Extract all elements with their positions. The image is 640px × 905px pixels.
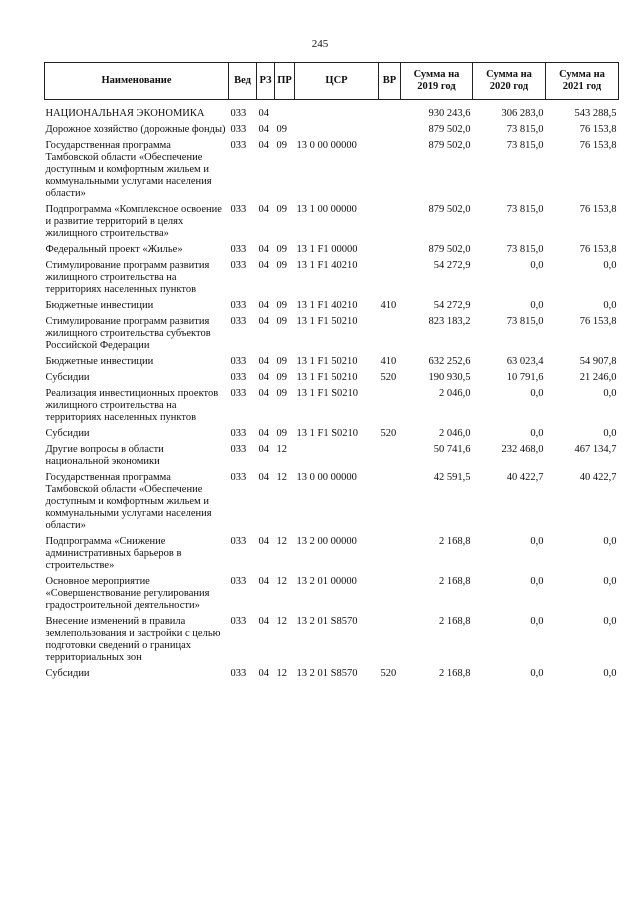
header-rz: РЗ bbox=[257, 63, 275, 100]
cell-csr: 13 1 00 00000 bbox=[296, 204, 357, 215]
cell-sum-2020: 0,0 bbox=[530, 300, 544, 311]
cell-sum-2021: 0,0 bbox=[603, 260, 617, 271]
cell-name: Реализация инвестиционных проектов жилищного строительства на территориях населенных пунктов bbox=[45, 388, 219, 423]
table-body bbox=[45, 100, 619, 685]
cell-vr bbox=[379, 100, 401, 125]
cell-name: Субсидии bbox=[45, 428, 90, 439]
cell-sum-2020: 40 422,7 bbox=[506, 472, 544, 483]
cell-ved: 033 bbox=[230, 204, 247, 215]
cell-name: Дорожное хозяйство (дорожные фонды) bbox=[45, 124, 226, 135]
cell-vr bbox=[379, 536, 401, 576]
cell-sum-2019: 2 168,8 bbox=[439, 576, 471, 587]
table-row bbox=[45, 536, 619, 576]
cell-ved: 033 bbox=[230, 428, 247, 439]
cell-pr: 09 bbox=[276, 388, 287, 399]
table-row bbox=[45, 140, 619, 204]
header-vr: ВР bbox=[379, 63, 401, 100]
table-row bbox=[45, 428, 619, 444]
cell-csr: 13 0 00 00000 bbox=[296, 140, 357, 151]
cell-sum-2019: 42 591,5 bbox=[433, 472, 471, 483]
header-ved: Вед bbox=[229, 63, 257, 100]
cell-ved: 033 bbox=[230, 616, 247, 627]
cell-ved: 033 bbox=[230, 472, 247, 483]
cell-rz: 04 bbox=[258, 140, 269, 151]
cell-ved: 033 bbox=[230, 536, 247, 547]
cell-pr: 12 bbox=[276, 576, 287, 587]
cell-sum-2021: 467 134,7 bbox=[574, 444, 617, 455]
table-row bbox=[45, 668, 619, 684]
table-row bbox=[45, 576, 619, 616]
cell-sum-2021: 21 246,0 bbox=[579, 372, 617, 383]
cell-sum-2021: 76 153,8 bbox=[579, 316, 617, 327]
table-row bbox=[45, 244, 619, 260]
cell-rz: 04 bbox=[258, 204, 269, 215]
cell-rz: 04 bbox=[258, 616, 269, 627]
table-row bbox=[45, 372, 619, 388]
cell-sum-2020: 73 815,0 bbox=[506, 124, 544, 135]
cell-csr: 13 2 01 00000 bbox=[296, 576, 357, 587]
cell-ved: 033 bbox=[230, 372, 247, 383]
cell-pr: 09 bbox=[276, 428, 287, 439]
cell-pr: 09 bbox=[276, 372, 287, 383]
cell-rz: 04 bbox=[258, 356, 269, 367]
cell-rz: 04 bbox=[258, 372, 269, 383]
cell-sum-2019: 930 243,6 bbox=[428, 108, 471, 119]
cell-vr bbox=[379, 124, 401, 140]
cell-name: Бюджетные инвестиции bbox=[45, 300, 154, 311]
table-header-row bbox=[45, 63, 619, 100]
cell-rz: 04 bbox=[258, 428, 269, 439]
cell-name: Подпрограмма «Комплексное освоение и развитие территорий в целях жилищного строительства» bbox=[45, 204, 222, 239]
cell-name: Подпрограмма «Снижение административных барьеров в строительстве» bbox=[45, 536, 182, 571]
cell-csr: 13 1 F1 50210 bbox=[296, 356, 358, 367]
cell-sum-2020: 0,0 bbox=[530, 616, 544, 627]
cell-sum-2020: 73 815,0 bbox=[506, 140, 544, 151]
cell-sum-2020: 232 468,0 bbox=[501, 444, 544, 455]
cell-pr: 09 bbox=[276, 244, 287, 255]
cell-vr: 410 bbox=[380, 356, 397, 367]
cell-vr bbox=[379, 576, 401, 616]
cell-ved: 033 bbox=[230, 108, 247, 119]
cell-sum-2020: 73 815,0 bbox=[506, 204, 544, 215]
cell-name: Стимулирование программ развития жилищного строительства на территориях населенных пунктов bbox=[45, 260, 210, 295]
cell-vr bbox=[379, 204, 401, 244]
cell-sum-2019: 823 183,2 bbox=[428, 316, 471, 327]
cell-pr: 09 bbox=[276, 140, 287, 151]
cell-sum-2019: 2 168,8 bbox=[439, 668, 471, 679]
cell-ved: 033 bbox=[230, 140, 247, 151]
header-csr: ЦСР bbox=[295, 63, 379, 100]
cell-ved: 033 bbox=[230, 300, 247, 311]
cell-ved: 033 bbox=[230, 244, 247, 255]
cell-rz: 04 bbox=[258, 244, 269, 255]
cell-name: Государственная программа Тамбовской области «Обеспечение доступным и комфортным жильем и коммунальными услугами населения области» bbox=[45, 140, 212, 199]
cell-rz: 04 bbox=[258, 108, 269, 119]
cell-sum-2019: 54 272,9 bbox=[433, 300, 471, 311]
cell-rz: 04 bbox=[258, 260, 269, 271]
cell-sum-2021: 0,0 bbox=[603, 616, 617, 627]
table-row bbox=[45, 472, 619, 536]
cell-csr: 13 1 F1 S0210 bbox=[296, 388, 359, 399]
cell-name: НАЦИОНАЛЬНАЯ ЭКОНОМИКА bbox=[45, 108, 205, 119]
cell-sum-2021: 0,0 bbox=[603, 668, 617, 679]
cell-pr: 12 bbox=[276, 616, 287, 627]
table-row bbox=[45, 100, 619, 125]
cell-sum-2019: 632 252,6 bbox=[428, 356, 471, 367]
cell-name: Государственная программа Тамбовской области «Обеспечение доступным и комфортным жильем и коммунальными услугами населения области» bbox=[45, 472, 212, 531]
cell-sum-2019: 879 502,0 bbox=[428, 244, 471, 255]
cell-sum-2019: 50 741,6 bbox=[433, 444, 471, 455]
cell-pr: 12 bbox=[276, 444, 287, 455]
cell-sum-2020: 0,0 bbox=[530, 668, 544, 679]
table-row bbox=[45, 356, 619, 372]
cell-vr bbox=[379, 388, 401, 428]
cell-sum-2021: 76 153,8 bbox=[579, 244, 617, 255]
cell-ved: 033 bbox=[230, 356, 247, 367]
cell-vr bbox=[379, 244, 401, 260]
cell-rz: 04 bbox=[258, 576, 269, 587]
cell-csr: 13 1 F1 S0210 bbox=[296, 428, 359, 439]
cell-pr: 12 bbox=[276, 668, 287, 679]
cell-ved: 033 bbox=[230, 668, 247, 679]
cell-name: Внесение изменений в правила землепользования и застройки с целью подготовки сведений о границах территориальных зон bbox=[45, 616, 221, 663]
header-sum-2020: Сумма на 2020 год bbox=[473, 63, 546, 100]
cell-pr: 09 bbox=[276, 124, 287, 135]
cell-sum-2019: 2 168,8 bbox=[439, 616, 471, 627]
cell-name: Стимулирование программ развития жилищного строительства субъектов Российской Федерации bbox=[45, 316, 211, 351]
cell-rz: 04 bbox=[258, 388, 269, 399]
cell-ved: 033 bbox=[230, 444, 247, 455]
cell-csr: 13 1 F1 40210 bbox=[296, 260, 358, 271]
table-row bbox=[45, 300, 619, 316]
cell-csr: 13 0 00 00000 bbox=[296, 472, 357, 483]
cell-sum-2021: 40 422,7 bbox=[579, 472, 617, 483]
cell-sum-2020: 73 815,0 bbox=[506, 316, 544, 327]
cell-sum-2020: 0,0 bbox=[530, 536, 544, 547]
cell-sum-2019: 2 046,0 bbox=[439, 428, 471, 439]
cell-vr bbox=[379, 472, 401, 536]
cell-name: Субсидии bbox=[45, 372, 90, 383]
cell-rz: 04 bbox=[258, 668, 269, 679]
cell-vr bbox=[379, 140, 401, 204]
cell-sum-2020: 63 023,4 bbox=[506, 356, 544, 367]
table-row bbox=[45, 388, 619, 428]
cell-sum-2020: 0,0 bbox=[530, 388, 544, 399]
cell-sum-2019: 2 046,0 bbox=[439, 388, 471, 399]
cell-sum-2021: 0,0 bbox=[603, 536, 617, 547]
cell-csr: 13 2 01 S8570 bbox=[296, 668, 358, 679]
cell-csr: 13 1 F1 50210 bbox=[296, 372, 358, 383]
cell-name: Другие вопросы в области национальной экономики bbox=[45, 444, 164, 467]
cell-pr: 09 bbox=[276, 300, 287, 311]
cell-csr: 13 2 01 S8570 bbox=[296, 616, 358, 627]
cell-csr: 13 1 F1 50210 bbox=[296, 316, 358, 327]
cell-pr: 12 bbox=[276, 536, 287, 547]
cell-pr: 09 bbox=[276, 316, 287, 327]
cell-sum-2021: 0,0 bbox=[603, 388, 617, 399]
cell-ved: 033 bbox=[230, 576, 247, 587]
cell-name: Основное мероприятие «Совершенствование регулирования градостроительной деятельности» bbox=[45, 576, 210, 611]
cell-sum-2021: 54 907,8 bbox=[579, 356, 617, 367]
cell-ved: 033 bbox=[230, 124, 247, 135]
table-row bbox=[45, 444, 619, 472]
cell-vr bbox=[379, 616, 401, 668]
table-row bbox=[45, 204, 619, 244]
cell-rz: 04 bbox=[258, 472, 269, 483]
cell-sum-2020: 73 815,0 bbox=[506, 244, 544, 255]
cell-ved: 033 bbox=[230, 260, 247, 271]
cell-csr bbox=[295, 100, 379, 125]
table-row bbox=[45, 260, 619, 300]
cell-vr: 410 bbox=[380, 300, 397, 311]
cell-sum-2021: 0,0 bbox=[603, 428, 617, 439]
cell-vr bbox=[379, 444, 401, 472]
cell-vr: 520 bbox=[380, 372, 397, 383]
cell-sum-2021: 76 153,8 bbox=[579, 204, 617, 215]
cell-sum-2021: 0,0 bbox=[603, 300, 617, 311]
cell-sum-2020: 10 791,6 bbox=[506, 372, 544, 383]
header-pr: ПР bbox=[275, 63, 295, 100]
cell-sum-2019: 190 930,5 bbox=[428, 372, 471, 383]
cell-sum-2020: 0,0 bbox=[530, 260, 544, 271]
cell-rz: 04 bbox=[258, 444, 269, 455]
cell-name: Субсидии bbox=[45, 668, 90, 679]
cell-sum-2021: 543 288,5 bbox=[574, 108, 617, 119]
cell-ved: 033 bbox=[230, 388, 247, 399]
cell-pr: 09 bbox=[276, 356, 287, 367]
cell-vr: 520 bbox=[380, 668, 397, 679]
table-row bbox=[45, 316, 619, 356]
cell-sum-2020: 306 283,0 bbox=[501, 108, 544, 119]
cell-sum-2019: 879 502,0 bbox=[428, 204, 471, 215]
cell-sum-2020: 0,0 bbox=[530, 428, 544, 439]
cell-csr: 13 1 F1 00000 bbox=[296, 244, 358, 255]
cell-vr: 520 bbox=[380, 428, 397, 439]
cell-pr: 12 bbox=[276, 472, 287, 483]
table-row bbox=[45, 616, 619, 668]
cell-ved: 033 bbox=[230, 316, 247, 327]
cell-csr: 13 2 00 00000 bbox=[296, 536, 357, 547]
cell-rz: 04 bbox=[258, 536, 269, 547]
header-sum-2019: Сумма на 2019 год bbox=[401, 63, 473, 100]
cell-sum-2020: 0,0 bbox=[530, 576, 544, 587]
page-number: 245 bbox=[311, 38, 329, 50]
cell-pr bbox=[275, 100, 295, 125]
cell-csr bbox=[295, 444, 379, 472]
cell-name: Федеральный проект «Жилье» bbox=[45, 244, 183, 255]
cell-sum-2021: 0,0 bbox=[603, 576, 617, 587]
cell-vr bbox=[379, 316, 401, 356]
table-row bbox=[45, 124, 619, 140]
cell-rz: 04 bbox=[258, 300, 269, 311]
cell-sum-2021: 76 153,8 bbox=[579, 140, 617, 151]
cell-sum-2019: 2 168,8 bbox=[439, 536, 471, 547]
cell-sum-2019: 879 502,0 bbox=[428, 140, 471, 151]
cell-pr: 09 bbox=[276, 204, 287, 215]
cell-sum-2021: 76 153,8 bbox=[579, 124, 617, 135]
cell-rz: 04 bbox=[258, 316, 269, 327]
cell-sum-2019: 54 272,9 bbox=[433, 260, 471, 271]
header-name: Наименование bbox=[45, 63, 229, 100]
cell-csr bbox=[295, 124, 379, 140]
header-sum-2021: Сумма на 2021 год bbox=[546, 63, 619, 100]
cell-name: Бюджетные инвестиции bbox=[45, 356, 154, 367]
cell-sum-2019: 879 502,0 bbox=[428, 124, 471, 135]
cell-rz: 04 bbox=[258, 124, 269, 135]
cell-csr: 13 1 F1 40210 bbox=[296, 300, 358, 311]
cell-pr: 09 bbox=[276, 260, 287, 271]
budget-table bbox=[44, 62, 619, 684]
cell-vr bbox=[379, 260, 401, 300]
